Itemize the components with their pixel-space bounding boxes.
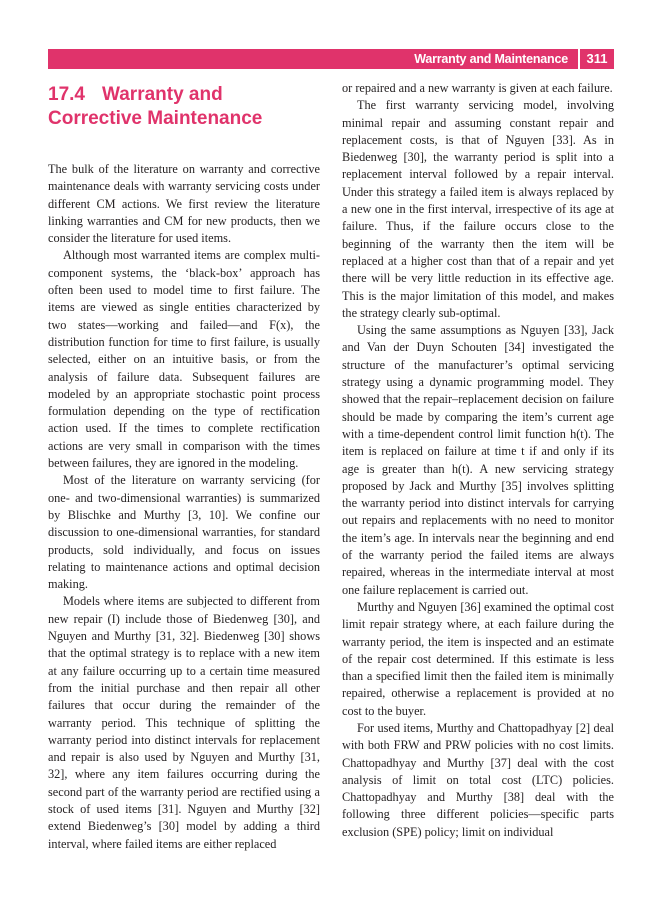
running-header-title: Warranty and Maintenance: [414, 52, 568, 66]
left-column: [48, 80, 320, 853]
right-column: [342, 80, 614, 841]
continued-paragraph: or repaired and a new warranty is given at each failure.: [342, 81, 613, 95]
body-paragraph: For used items, Murthy and Chattopadhyay [2] deal with both FRW and PRW policies with no cost limits. Chattopadhyay and Murthy [37] deal with the cost analysis of limit on total cost (LTC) policies. Chattopadhyay and Murthy [38] deal with the following three different policies—specific parts exclusion (SPE) policy; limit on individual: [342, 720, 614, 839]
body-paragraph: Murthy and Nguyen [36] examined the optimal cost limit repair strategy where, at each failure during the warranty period, the item is inspected and an estimate of the repair cost determined. If this estimate is less than a specified limit then the failed item is minimally repaired, otherwise a replacement is provided at no cost to the buyer.: [342, 599, 614, 718]
section-title: Warranty and Corrective Maintenance: [48, 84, 263, 129]
body-paragraph: Although most warranted items are complex multi-component systems, the ‘black-box’ approach has often been used to model time to first failure. The items are viewed as single entities characterized by two states—working and failed—and F(x), the distribution function for time to first failure, is usually selected, either on an intuitive basis, or from the analysis of failure data. Subsequent failures are modeled by an appropriate stochastic point process formulation depending on the type of rectification action used. If the times to complete rectification actions are very small in comparison with the times between failures, they are ignored in the modeling.: [48, 248, 320, 471]
section-number: 17.4: [48, 84, 85, 105]
body-paragraph: The first warranty servicing model, involving minimal repair and assuming constant repair and replacement costs, is that of Nguyen [33]. As in Biedenweg [30], the warranty period is split into a replacement interval followed by a repair interval. Under this strategy a failed item is always replaced by a new one in the first interval, irrespective of its age at failure. Thus, if the failure occurs close to the beginning of the warranty then the item will be replaced at a higher cost than that of a repair and yet there will be very little reduction in its effective age. This is the major limitation of this model, and makes the strategy clearly sub-optimal.: [342, 98, 614, 320]
body-paragraph: Most of the literature on warranty servicing (for one- and two-dimensional warranties) is summarized by Blischke and Murthy [3, 10]. We confine our discussion to one-dimensional warranties, for standard products, sold individually, and focus on issues relating to maintenance actions and optimal decision making.: [48, 473, 320, 592]
body-paragraph: Models where items are subjected to different from new repair (I) include those of Biedenweg [30], and Nguyen and Murthy [31, 32]. Biedenweg [30] shows that the optimal strategy is to replace with a new item at any failure occurring up to a certain time measured from the initial purchase and then repair all other failures that occur during the remainder of the warranty period. This technique of splitting the warranty period into distinct intervals for replacement and repair is also used by Nguyen and Murthy [31, 32], where any item failures occurring during the second part of the warranty period are rectified using a stock of used items [31]. Nguyen and Murthy [32] extend Biedenweg’s [30] model by adding a third interval, where failed items are either replaced: [48, 594, 320, 851]
running-header-band: [48, 49, 614, 69]
section-heading: [48, 83, 320, 131]
body-paragraph: The bulk of the literature on warranty and corrective maintenance deals with warranty servicing costs under different CM actions. We first review the literature linking warranties and CM for new products, then we consider the literature for used items.: [48, 162, 320, 246]
page-number: 311: [578, 49, 614, 69]
body-paragraph: Using the same assumptions as Nguyen [33], Jack and Van der Duyn Schouten [34] investigated the structure of the manufacturer’s optimal servicing strategy using a dynamic programming model. They showed that the repair–replacement decision on failure should be made by comparing the item’s current age with a time-dependent control limit function h(t). The item is replaced on failure at time t if and only if its age is greater than h(t). A new servicing strategy proposed by Jack and Murthy [35] involves splitting the warranty period into distinct intervals for carrying out repairs and replacements with no need to monitor the item’s age. In intervals near the beginning and end of the warranty period the failed items are always repaired, whereas in the intermediate interval at most one failure replacement is carried out.: [342, 323, 614, 597]
